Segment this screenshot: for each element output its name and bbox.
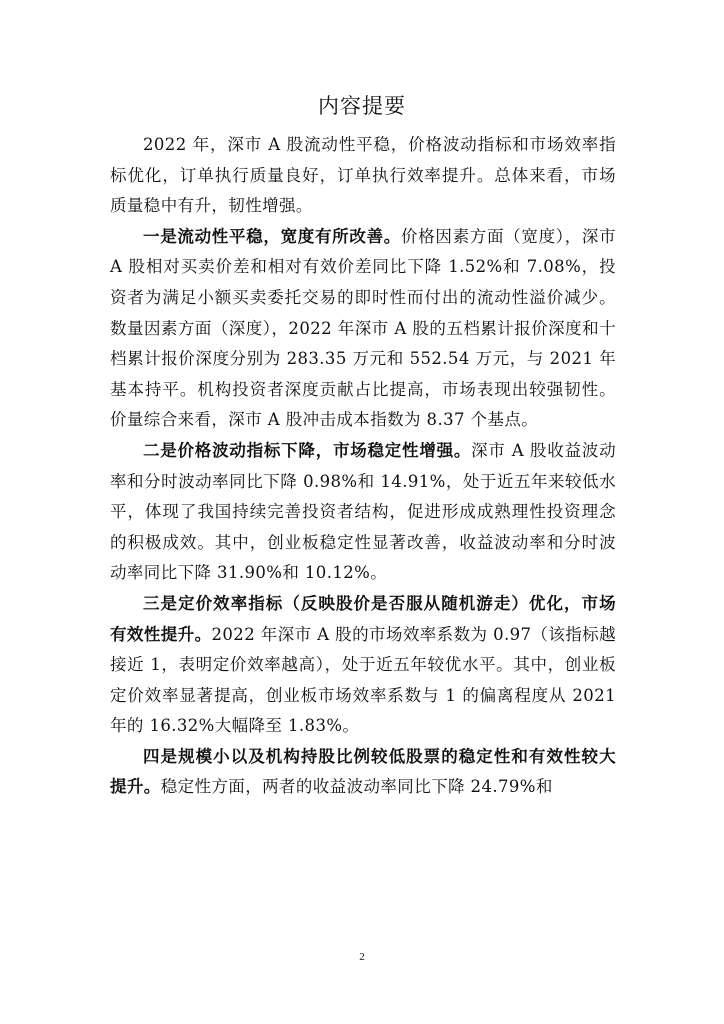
document-body [110,130,616,803]
paragraph-summary [110,130,616,222]
paragraph-volatility [110,436,616,589]
paragraph-lead: 一是流动性平稳，宽度有所改善。 [143,226,401,246]
paragraph-small-cap [110,742,616,803]
paragraph-text: 2022 年深市 A 股的市场效率系数为 0.97（该指标越接近 1，表明定价效率越高），处于近五年较优水平。其中，创业板定价效率显著提高，创业板市场效率系数与 1 的偏离程度从 2021 年的 16.32%大幅降至 1.83%。 [110,624,617,736]
paragraph-liquidity [110,222,616,436]
paragraph-text: 2022 年，深市 A 股流动性平稳，价格波动指标和市场效率指标优化，订单执行质量良好，订单执行效率提升。总体来看，市场质量稳中有升，韧性增强。 [110,135,616,216]
paragraph-text: 深市 A 股收益波动率和分时波动率同比下降 0.98%和 14.91%，处于近五年来较低水平，体现了我国持续完善投资者结构，促进形成成熟理性投资理念的积极成效。其中，创业板稳定性显著改善，收益波动率和分时波动率同比下降 31.90%和 10.12%。 [110,440,617,583]
paragraph-lead: 二是价格波动指标下降，市场稳定性增强。 [143,440,472,460]
page-number: 2 [359,951,365,963]
paragraph-text: 价格因素方面（宽度），深市 A 股相对买卖价差和相对有效价差同比下降 1.52%和 7.08%，投资者为满足小额买卖委托交易的即时性而付出的流动性溢价减少。数量因素方面（深度），2022 年深市 A 股的五档累计报价深度和十档累计报价深度分别为 283.35 万元和 552.54 万元，与 2021 年基本持平。机构投资者深度贡献占比提高，市场表现出较强韧性。价量综合来看，深市 A 股冲击成本指数为 8.37 个基点。 [110,226,617,430]
paragraph-text: 稳定性方面，两者的收益波动率同比下降 24.79%和 [160,777,553,797]
paragraph-lead: 三是定价效率指标（反映股价是否服从随机游走）优化，市场有效性提升。 [110,593,616,644]
page-title: 内容提要 [318,94,406,118]
paragraph-lead: 四是规模小以及机构持股比例较低股票的稳定性和有效性较大提升。 [110,746,616,797]
paragraph-pricing-efficiency [110,589,616,742]
